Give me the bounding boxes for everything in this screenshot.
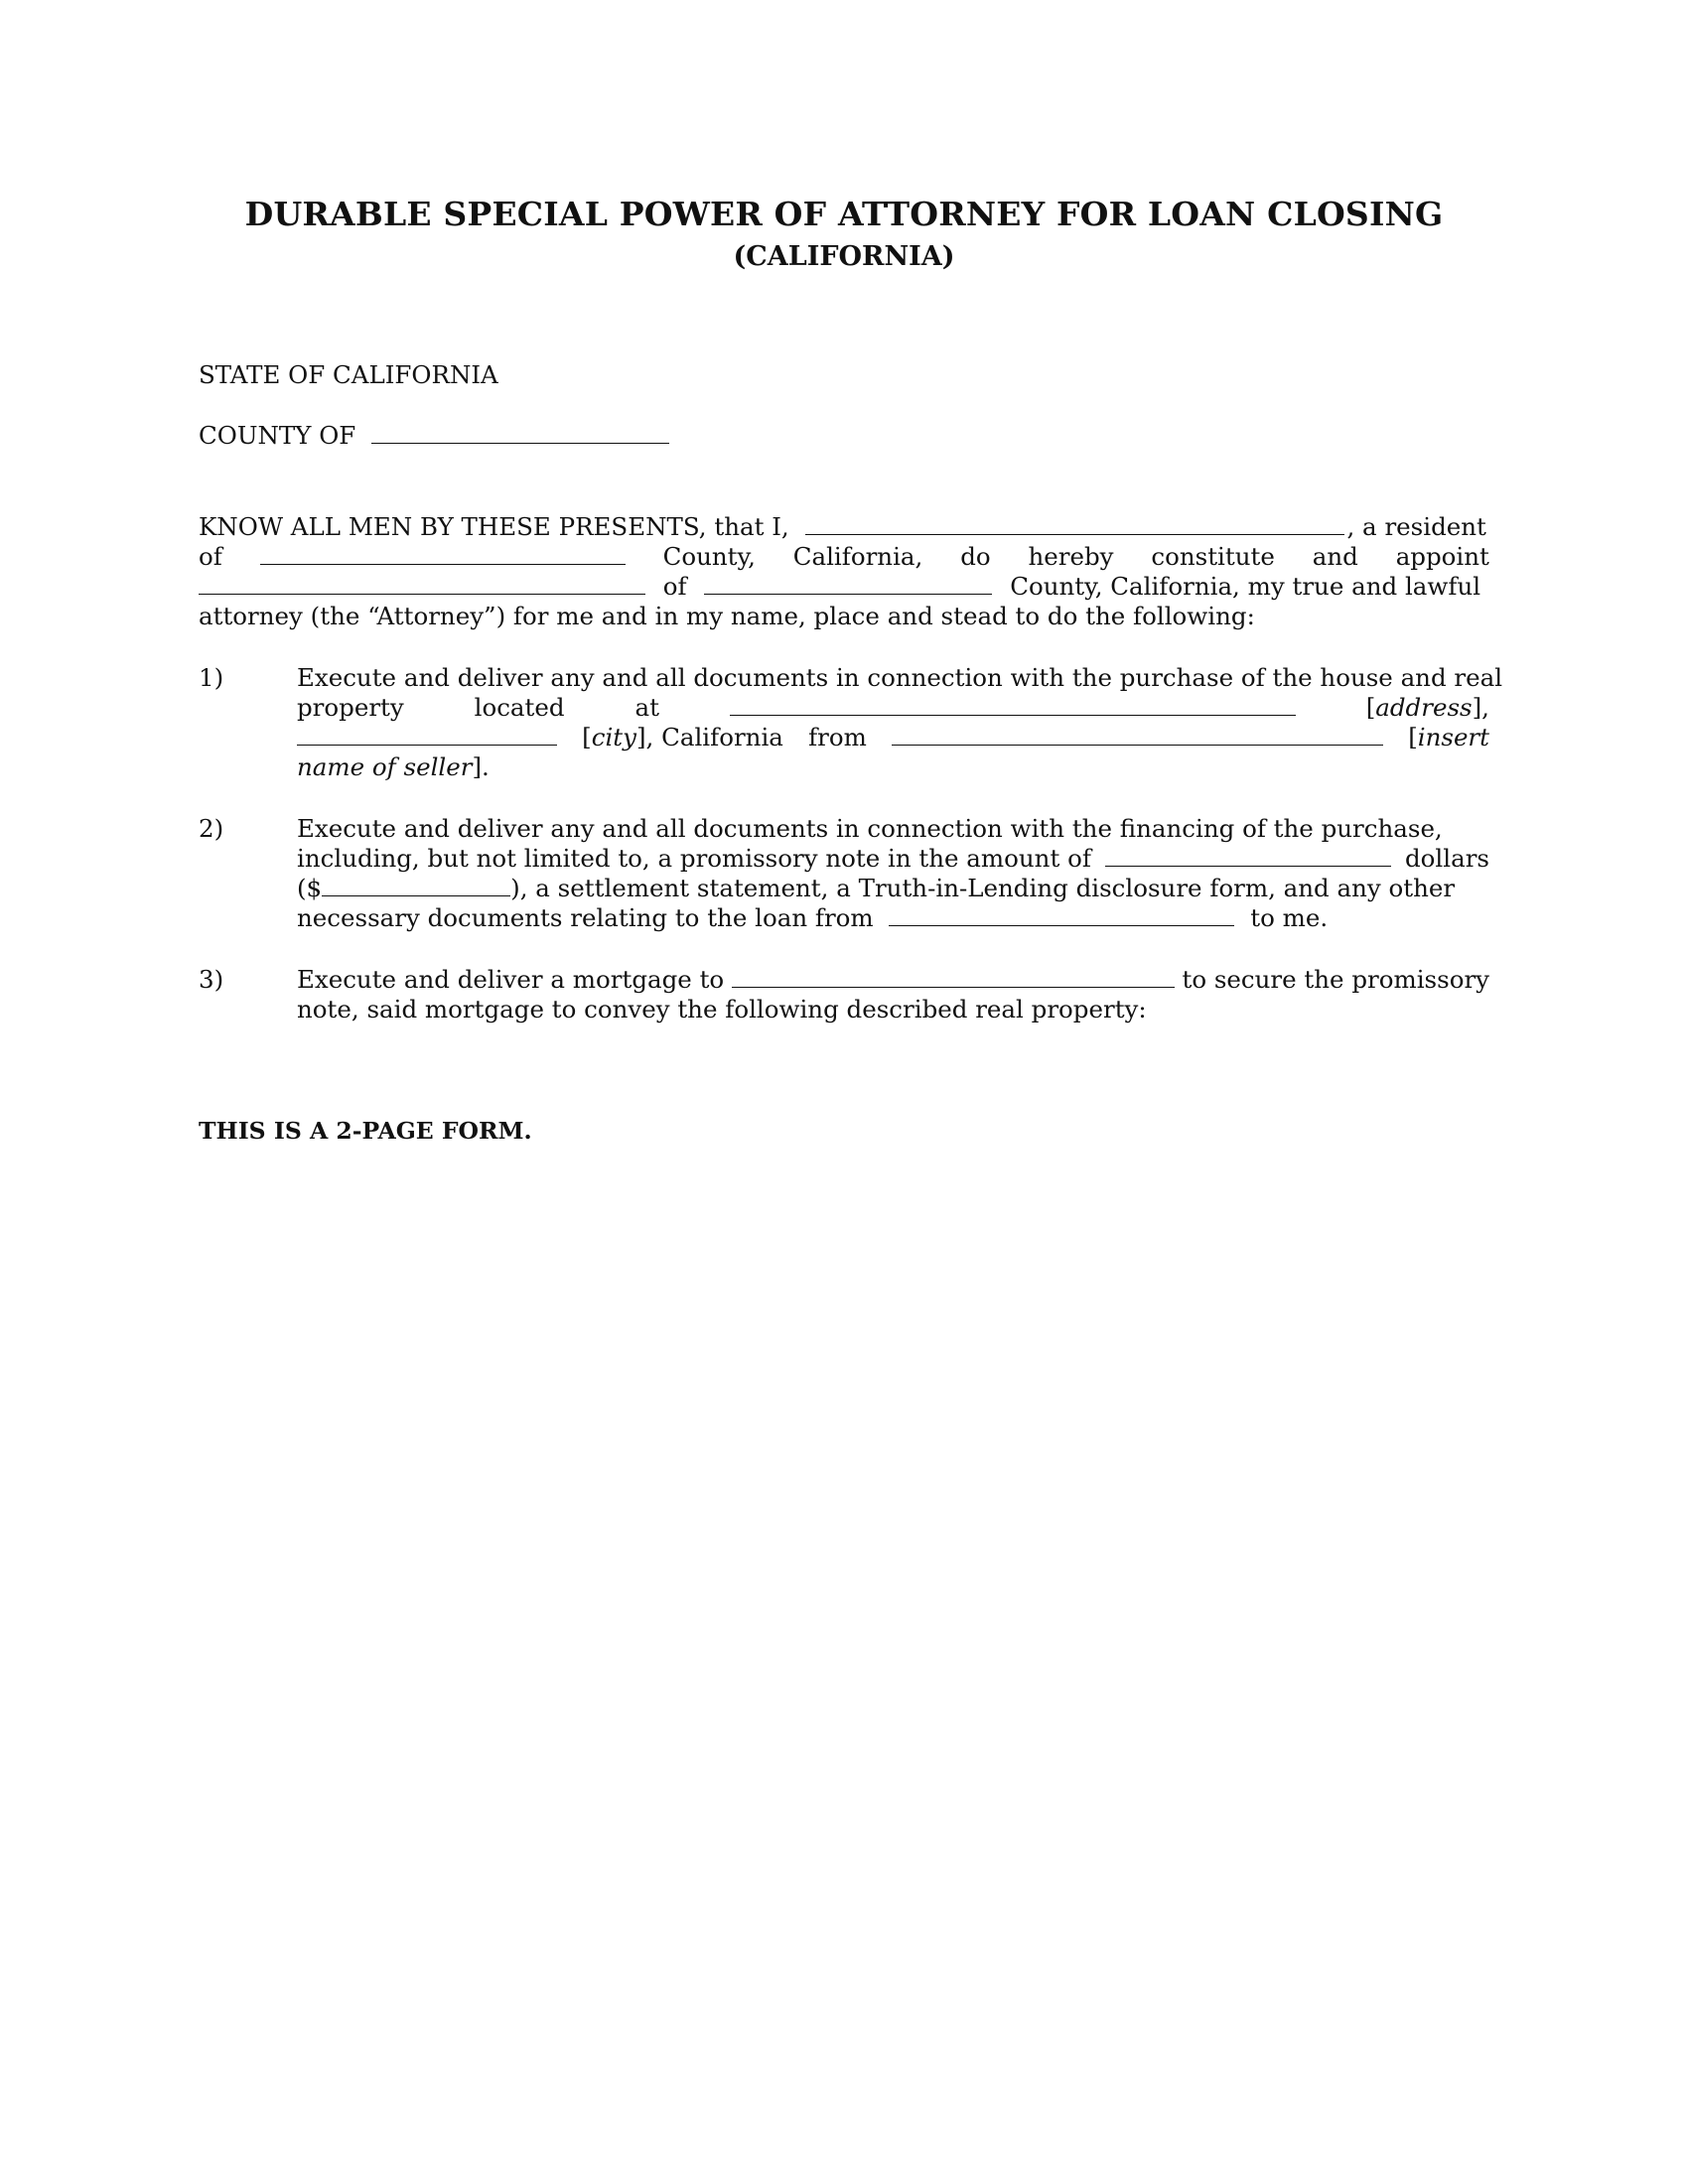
- item-1-line-2: [297, 693, 1489, 723]
- intro-word: hereby: [1028, 542, 1114, 571]
- intro-word: County,: [662, 542, 756, 571]
- intro-word: do: [960, 542, 991, 571]
- county-label: COUNTY OF: [199, 421, 356, 450]
- item-2-line-1: Execute and deliver any and all documents in connection with the financing of the purchase,: [297, 814, 1443, 843]
- item-3-text: to secure the promissory: [1182, 965, 1489, 994]
- loan-amount-words-blank[interactable]: [1105, 844, 1391, 867]
- item-2-text: including, but not limited to, a promissory note in the amount of: [297, 844, 1091, 873]
- intro-line-2: [199, 542, 1489, 572]
- item-1-number: 1): [199, 663, 224, 692]
- intro-word: and: [1312, 542, 1358, 571]
- item-1-address-label: [address],: [1365, 693, 1489, 722]
- attorney-name-blank[interactable]: [199, 572, 645, 595]
- principal-name-blank[interactable]: [805, 512, 1344, 535]
- item-1-line-1: Execute and deliver any and all documents in connection with the purchase of the house and real: [297, 663, 1503, 692]
- item-2-text: necessary documents relating to the loan from: [297, 903, 874, 932]
- item-1-word: from: [808, 723, 867, 751]
- item-2-line-3: [297, 874, 1489, 903]
- lender-name-blank[interactable]: [889, 903, 1234, 926]
- item-1-word: located: [474, 693, 565, 722]
- state-line: STATE OF CALIFORNIA: [199, 360, 498, 389]
- item-2-text: to me.: [1250, 903, 1329, 932]
- item-1-word: at: [634, 693, 659, 722]
- item-1-insert-label: [insert: [1408, 723, 1489, 751]
- property-address-blank[interactable]: [730, 693, 1296, 716]
- seller-name-blank[interactable]: [892, 723, 1383, 746]
- county-line: [199, 421, 1489, 451]
- item-1-line-4: [297, 752, 1489, 782]
- item-1-word: property: [297, 693, 404, 722]
- intro-word: of: [199, 542, 222, 571]
- intro-text-3: County, California, my true and lawful: [1010, 572, 1481, 601]
- item-1-seller-label: name of seller: [297, 752, 473, 781]
- document-title: DURABLE SPECIAL POWER OF ATTORNEY FOR LOAN CLOSING: [244, 195, 1444, 233]
- item-1-city-label: [city], California: [582, 723, 783, 751]
- item-2-text: ($: [297, 874, 323, 902]
- item-1-line-3: [297, 723, 1489, 752]
- intro-word: appoint: [1395, 542, 1489, 571]
- item-3-number: 3): [199, 965, 224, 994]
- item-2-text: ), a settlement statement, a Truth-in-Lending disclosure form, and any other: [510, 874, 1456, 902]
- document-subtitle: (CALIFORNIA): [733, 241, 955, 272]
- intro-line-4: attorney (the “Attorney”) for me and in my name, place and stead to do the following:: [199, 602, 1255, 630]
- attorney-county-blank[interactable]: [704, 572, 992, 595]
- item-3-line-1: [297, 965, 1489, 995]
- loan-amount-figures-blank[interactable]: [322, 874, 510, 896]
- item-3-line-2: note, said mortgage to convey the following described real property:: [297, 995, 1147, 1024]
- item-2-number: 2): [199, 814, 224, 843]
- footer-note: THIS IS A 2-PAGE FORM.: [199, 1117, 532, 1145]
- intro-word: of: [662, 572, 687, 601]
- intro-text-2: , a resident: [1346, 512, 1486, 541]
- item-1-close: ].: [472, 752, 490, 781]
- item-3-text: Execute and deliver a mortgage to: [297, 965, 725, 994]
- intro-line-1: [199, 512, 1489, 542]
- item-2-line-4: [297, 903, 1489, 933]
- principal-county-blank[interactable]: [260, 542, 626, 565]
- item-2-line-2: [297, 844, 1489, 874]
- intro-word: constitute: [1151, 542, 1275, 571]
- county-blank[interactable]: [371, 421, 669, 444]
- property-city-blank[interactable]: [297, 723, 557, 746]
- intro-word: California,: [792, 542, 923, 571]
- intro-line-3: [199, 572, 1489, 602]
- item-2-text: dollars: [1404, 844, 1489, 873]
- mortgagee-name-blank[interactable]: [732, 965, 1175, 988]
- intro-text-1: KNOW ALL MEN BY THESE PRESENTS, that I,: [199, 512, 789, 541]
